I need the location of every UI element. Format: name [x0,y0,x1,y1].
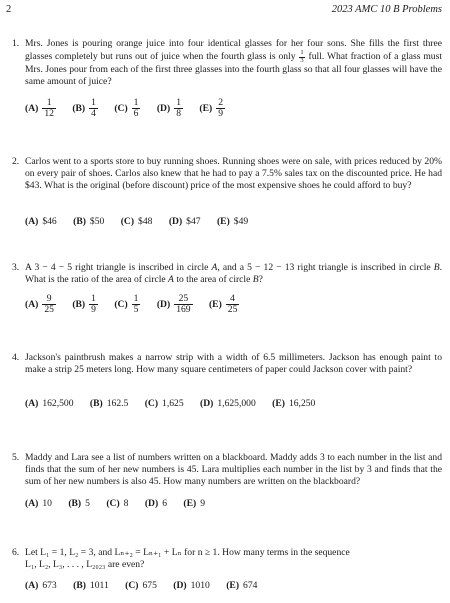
choice-b[interactable]: (B) 162.5 [89,398,129,409]
choice-b[interactable]: (B) 5 [68,498,90,509]
choice-b[interactable]: (B) $50 [73,216,105,227]
fraction: $\frac{1}{12}$ [44,97,54,119]
choice-c[interactable]: (C) $\frac{1}{6}$ [114,97,139,119]
fraction: $\frac{1}{8}$ [176,97,181,119]
fraction: $\frac{1}{9}$ [91,293,96,315]
problem-text: Jackson's paintbrush makes a narrow strip with a width of 6.5 millimeters. Jackson has enough paint to make a strip 25 meters long. How many square centimeters of paper could Jackson cover with paint? [25,352,442,376]
choice-d[interactable]: (D) $\frac{1}{8}$ [156,97,181,119]
answer-choices-5 [25,498,219,509]
choice-e[interactable]: (E) 9 [183,498,205,509]
problem-number: 6. [12,547,20,558]
choice-e[interactable]: (E) $\frac{2}{9}$ [199,97,223,119]
choice-d[interactable]: (D) 6 [144,498,167,509]
choice-e[interactable]: (E) 674 [226,580,258,591]
choice-a[interactable]: (A) $\frac{1}{12}$ [25,97,54,119]
answer-choices-2 [25,216,262,227]
page-header [6,4,442,18]
problem-6 [12,547,442,571]
problem-text: Mrs. Jones is pouring orange juice into four identical glasses for her four sons. She fills the first three glasses completely but runs out of juice when the fourth glass is only $\frac{1}{3}$ full. What fraction of a glass must Mrs. Jones pour from each of the first three glasses into the fourth glass so that all four glasses will have the same amount of juice? [25,38,443,88]
answer-choices-3 [25,294,253,315]
choice-a[interactable]: (A) 10 [25,498,52,509]
fraction: $\frac{2}{9}$ [218,97,223,119]
choice-c[interactable]: (C) 675 [125,580,157,591]
choice-b[interactable]: (B) $\frac{1}{4}$ [72,97,96,119]
choice-d[interactable]: (D) 1010 [173,580,210,591]
problem-text: Carlos went to a sports store to buy running shoes. Running shoes were on sale, with prices reduced by 20% on every pair of shoes. Carlos also knew that he had to pay a 7.5% sales tax on the discounted price. He had $43. What is the original (before discount) price of the most expensive shoes he could afford to buy? [25,156,442,192]
problem-2 [12,156,442,193]
problem-3 [12,262,442,286]
choice-d[interactable]: (D) $47 [168,216,201,227]
problem-number: 5. [12,452,20,463]
choice-b[interactable]: (B) 1011 [73,580,109,591]
choice-e[interactable]: (E) $\frac{4}{25}$ [208,293,238,315]
choice-e[interactable]: (E) $49 [216,216,249,227]
choice-a[interactable]: (A) 162,500 [25,398,74,409]
choice-d[interactable]: (D) 1,625,000 [200,398,256,409]
choice-d[interactable]: (D) $\frac{25}{169}$ [156,293,191,315]
answer-choices-6 [25,580,271,591]
fraction: $\frac{4}{25}$ [227,293,238,315]
page-number: 2 [6,4,12,15]
choice-a[interactable]: (A) $\frac{9}{25}$ [25,293,54,315]
problem-1 [12,38,442,89]
problem-number: 2. [12,156,20,167]
choice-c[interactable]: (C) 8 [106,498,129,509]
choice-a[interactable]: (A) $46 [25,216,57,227]
problem-number: 4. [12,352,20,363]
fraction: $\frac{1}{4}$ [91,97,96,119]
problem-text: Let L₁ = 1, L₂ = 3, and Lₙ₊₂ = Lₙ₊₁ + Lₙ for n ≥ 1. How many terms in the sequence L₁, L₂, L₃, . . . , L₂₀₂₃ are even? [25,547,350,571]
fraction: $\frac{25}{169}$ [176,293,191,315]
problem-text: A 3 − 4 − 5 right triangle is inscribed in circle A, and a 5 − 12 − 13 right triangle is inscribed in circle B. What is the ratio of the area of circle A to the area of circle B? [25,262,443,286]
inline-fraction: $\frac{1}{3}$ [300,49,304,64]
problem-4 [12,352,442,376]
answer-choices-1 [25,98,239,119]
problem-number: 3. [12,262,20,273]
fraction: $\frac{1}{5}$ [133,293,139,315]
fraction: $\frac{9}{25}$ [44,293,54,315]
problem-number: 1. [12,38,20,49]
choice-c[interactable]: (C) $\frac{1}{5}$ [114,293,139,315]
choice-c[interactable]: (C) $48 [120,216,153,227]
choice-c[interactable]: (C) 1,625 [144,398,184,409]
choice-b[interactable]: (B) $\frac{1}{9}$ [72,293,96,315]
fraction: $\frac{1}{6}$ [133,97,139,119]
problem-text: Maddy and Lara see a list of numbers written on a blackboard. Maddy adds 3 to each number in the list and finds that the sum of her new numbers is 45. Lara multiplies each number in the list by 3 and finds that the sum of her new numbers is also 45. How many numbers are written on the blackboard? [25,452,442,488]
running-title: 2023 AMC 10 B Problems [331,4,442,15]
choice-a[interactable]: (A) 673 [25,580,57,591]
choice-e[interactable]: (E) 16,250 [272,398,316,409]
problem-5 [12,452,442,489]
answer-choices-4 [25,398,329,409]
